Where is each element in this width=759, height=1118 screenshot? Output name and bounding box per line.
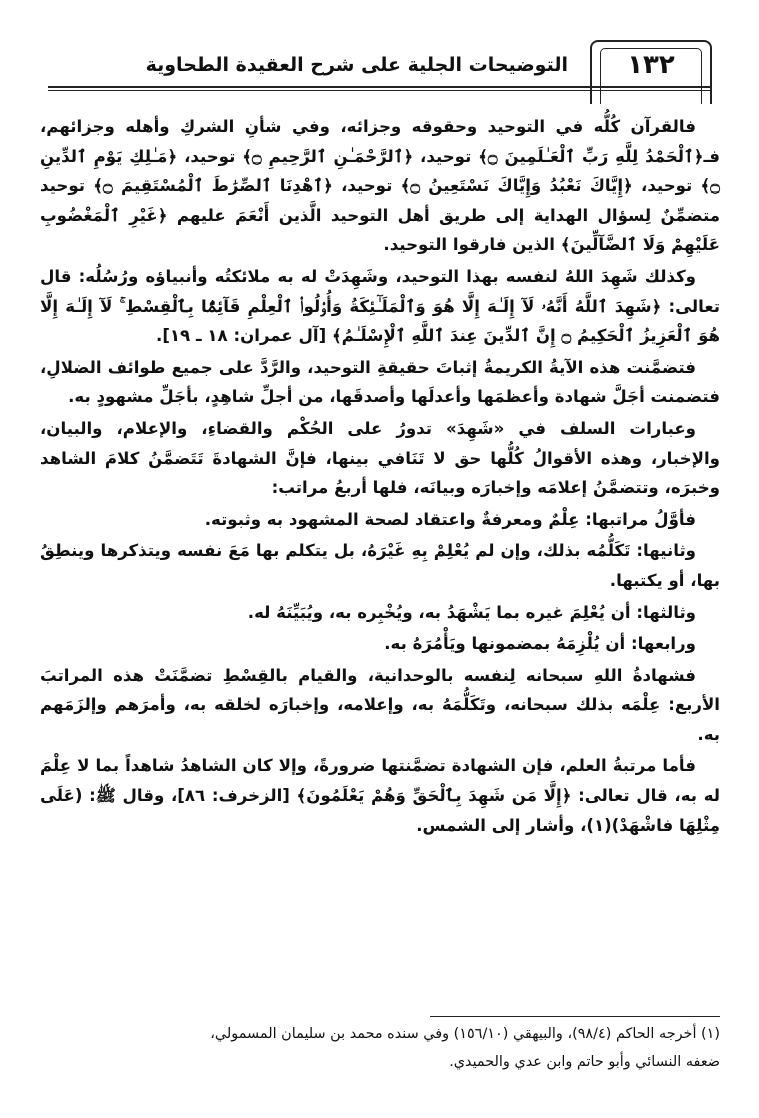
paragraph: وثالثها: أن يُعْلِمَ غيره بما يَشْهَدُ به، ويُخْبِره به، ويُبَيِّنَهُ له. xyxy=(247,602,696,622)
paragraph: فأوَّلُ مراتبها: عِلْمٌ ومعرفةٌ واعتقاد لصحة المشهود به وثبوته. xyxy=(204,509,696,529)
main-text xyxy=(40,112,720,842)
paragraph: فشهادةُ اللهِ سبحانه لِنفسه بالوحدانية، والقيام بالقِسْطِ تضمَّنَتْ هذه المراتبَ الأربع: عِلْمَه بذلك سبحانه، وتَكَلُّمَهُ به، وإعلامه، وإخبارَه لخلقه به، وأمرَهم وإلزَمَهم به. xyxy=(40,665,720,744)
footnote-separator xyxy=(430,1016,720,1017)
paragraph: فالقرآن كُلُّه في التوحيد وحقوقه وجزائه، وفي شأنِ الشركِ وأهله وجزائهم، فـ﴿ٱلْحَمْدُ لِلَّهِ رَبِّ ٱلْعَـٰلَمِينَ ۝﴾ توحيد، ﴿ٱلرَّحْمَـٰنِ ٱلرَّحِيمِ ۝﴾ توحيد، ﴿مَـٰلِكِ يَوْمِ ٱلدِّينِ ۝﴾ توحيد، ﴿إِيَّاكَ نَعْبُدُ وَإِيَّاكَ نَسْتَعِينُ ۝﴾ توحيد، ﴿ٱهْدِنَا ٱلصِّرَٰطَ ٱلْمُسْتَقِيمَ ۝﴾ توحيد متضمِّنٌ لِسؤال الهداية إلى طريق أهل التوحيد الَّذين أَنْعَمَ عليهم ﴿غَيْرِ ٱلْمَغْضُوبِ عَلَيْهِمْ وَلَا ٱلضَّآلِّينَ﴾ الذين فارقوا التوحيد. xyxy=(40,117,721,255)
header-rule xyxy=(48,86,712,88)
footnote-line: ضعفه النسائي وأبو حاتم وابن عدي والحميدي. xyxy=(449,1054,720,1070)
paragraph: وثانيها: تَكَلُّمُه بذلك، وإن لم يُعْلِمْ بِهِ غَيْرَهُ، بل يتكلم بها مَعَ نفسه ويتذكرها وينطِقُ بها، أو يكتبها. xyxy=(40,541,720,590)
paragraph: وعبارات السلف في «شَهِدَ» تدورُ على الحُكْم والقضاءِ، والإعلام، والبيان، والإخبار، وهذه الأقوالُ كُلُّها حق لا تَنَافي بينها، فإنَّ الشهادةَ تَتَضمَّنُ كلامَ الشاهد وخبرَه، وتتضمَّنُ إعلامَه وإخبارَه وبيانَه، فلها أربعُ مراتب: xyxy=(40,418,720,498)
page-header xyxy=(48,40,712,90)
page-number: ١٣٢ xyxy=(627,50,675,80)
footnote-line: (١) أخرجه الحاكم (٩٨/٤)، والبيهقي (١٥٦/١٠) وفي سنده محمد بن سليمان المسمولي، xyxy=(210,1026,720,1042)
paragraph: فأما مرتبةُ العلم، فإن الشهادة تضمَّنتها ضرورةً، وإلا كان الشاهدُ شاهداً بما لا عِلْمَ له به، قال تعالى: ﴿إِلَّا مَن شَهِدَ بِٱلْحَقِّ وَهُمْ يَعْلَمُونَ﴾ [الزخرف: ٨٦]، وقال ﷺ: (عَلَى مِثْلِهَا فاشْهَدْ)(١)، وأشار إلى الشمس. xyxy=(40,756,720,835)
paragraph: ورابعها: أن يُلْزِمَهُ بمضمونها ويَأْمُرَهُ به. xyxy=(384,634,696,654)
footnote xyxy=(40,1020,720,1076)
running-title: التوضيحات الجلية على شرح العقيدة الطحاوية xyxy=(145,54,568,76)
header-rule-thin xyxy=(48,90,712,91)
paragraph: فتضمَّنت هذه الآيةُ الكريمةُ إثباتَ حقيقةِ التوحيد، والرَّدَّ على جميع طوائف الضلالِ، فتضمنت أجَلَّ شهادة وأعظمَها وأعدلَها وأصدقَها، من أجلِّ شاهِدٍ، بأجَلِّ مشهودٍ به. xyxy=(40,357,720,407)
page-number-frame xyxy=(590,40,712,104)
paragraph: وكذلك شَهِدَ اللهُ لنفسه بهذا التوحيد، وشَهِدَتْ له به ملائكتُه وأنبياؤه ورُسُلُه: قال تعالى: ﴿شَهِدَ ٱللَّهُ أَنَّهُۥ لَآ إِلَـٰهَ إِلَّا هُوَ وَٱلْمَلَـٰٓئِكَةُ وَأُو۟لُوا۟ ٱلْعِلْمِ قَآئِمًۢا بِٱلْقِسْطِ ۚ لَآ إِلَـٰهَ إِلَّا هُوَ ٱلْعَزِيزُ ٱلْحَكِيمُ ۝ إِنَّ ٱلدِّينَ عِندَ ٱللَّهِ ٱلْإِسْلَـٰمُ﴾ [آل عمران: ١٨ ـ ١٩]. xyxy=(40,266,720,346)
